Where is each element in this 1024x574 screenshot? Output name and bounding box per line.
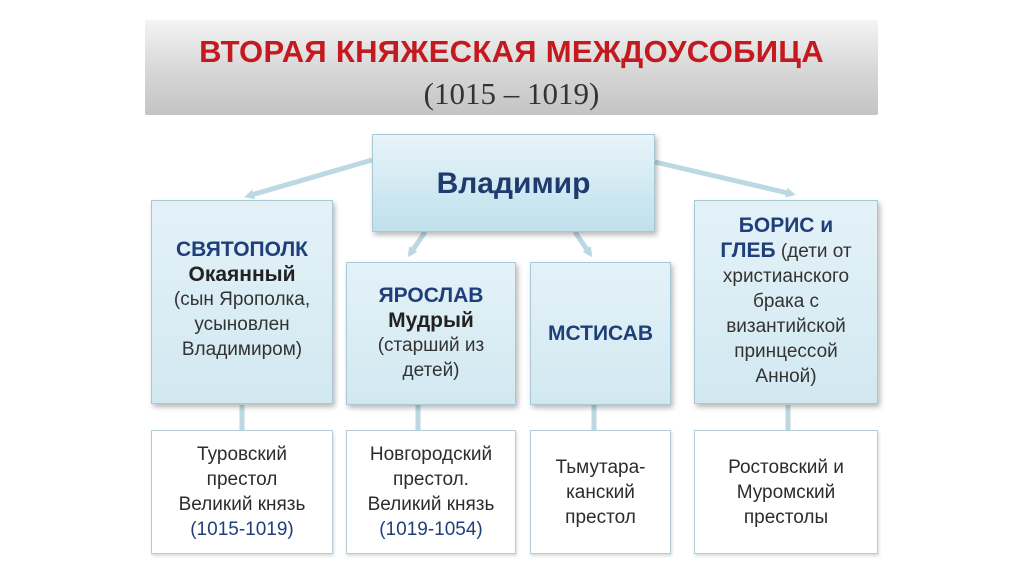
son-note-line: христианского (722, 266, 850, 287)
son-note-line: принцессой (734, 341, 838, 362)
throne-years: (1019-1054) (379, 519, 483, 540)
throne-line: престол (565, 506, 636, 528)
throne-line: Великий князь (178, 494, 306, 515)
arrow-to-mstislav (575, 232, 590, 254)
son-epithet: Окаянный (188, 263, 296, 286)
throne-line: Туровский (197, 444, 287, 465)
son-name: ГЛЕБ (720, 239, 776, 262)
throne-line: престол (206, 469, 278, 490)
son-note-line: Анной) (755, 366, 817, 387)
son-epithet: Мудрый (388, 309, 474, 332)
title-dates: (1015 – 1019) (423, 76, 600, 111)
son-name: ЯРОСЛАВ (378, 284, 484, 307)
son-node-svyatopolk (151, 200, 333, 404)
throne-years: (1015-1019) (190, 519, 294, 540)
throne-line: Муромский (736, 481, 836, 503)
root-label: Владимир (436, 166, 591, 200)
throne-node-novgorod (346, 430, 516, 554)
son-name: МСТИСАВ (547, 322, 654, 345)
son-note-line: (старший из (377, 335, 485, 356)
throne-line: престолы (743, 506, 829, 528)
arrow-to-boris-gleb (655, 162, 792, 194)
throne-line: Новгородский (369, 444, 493, 465)
son-node-yaroslav (346, 262, 516, 405)
son-name-line (695, 238, 877, 264)
throne-node-tmutarakan (530, 430, 671, 554)
son-note-line: усыновлен (194, 314, 290, 335)
son-note-line: византийской (726, 316, 846, 337)
son-note-line: Владимиром) (181, 339, 303, 360)
title-banner (145, 20, 878, 115)
son-note-inline: (дети от (780, 241, 852, 262)
son-node-mstislav (530, 262, 671, 405)
throne-line: канский (566, 481, 635, 503)
throne-line: Великий князь (367, 494, 495, 515)
throne-line: престол. (393, 469, 469, 490)
son-name: СВЯТОПОЛК (176, 238, 308, 261)
son-name: БОРИС и (738, 214, 834, 237)
throne-node-rostov-murom (694, 430, 878, 554)
throne-line: Ростовский и (728, 456, 844, 478)
throne-line: Тьмутара- (555, 456, 646, 478)
son-note-line: (сын Ярополка, (173, 289, 311, 310)
son-node-boris-gleb (694, 200, 878, 404)
arrow-to-svyatopolk (248, 160, 372, 196)
root-node-vladimir (372, 134, 655, 232)
page-title: ВТОРАЯ КНЯЖЕСКАЯ МЕЖДОУСОБИЦА (199, 34, 824, 69)
arrow-to-yaroslav (410, 232, 425, 254)
son-note-line: детей) (402, 360, 460, 381)
throne-node-turov (151, 430, 333, 554)
son-note-line: брака с (752, 291, 820, 312)
